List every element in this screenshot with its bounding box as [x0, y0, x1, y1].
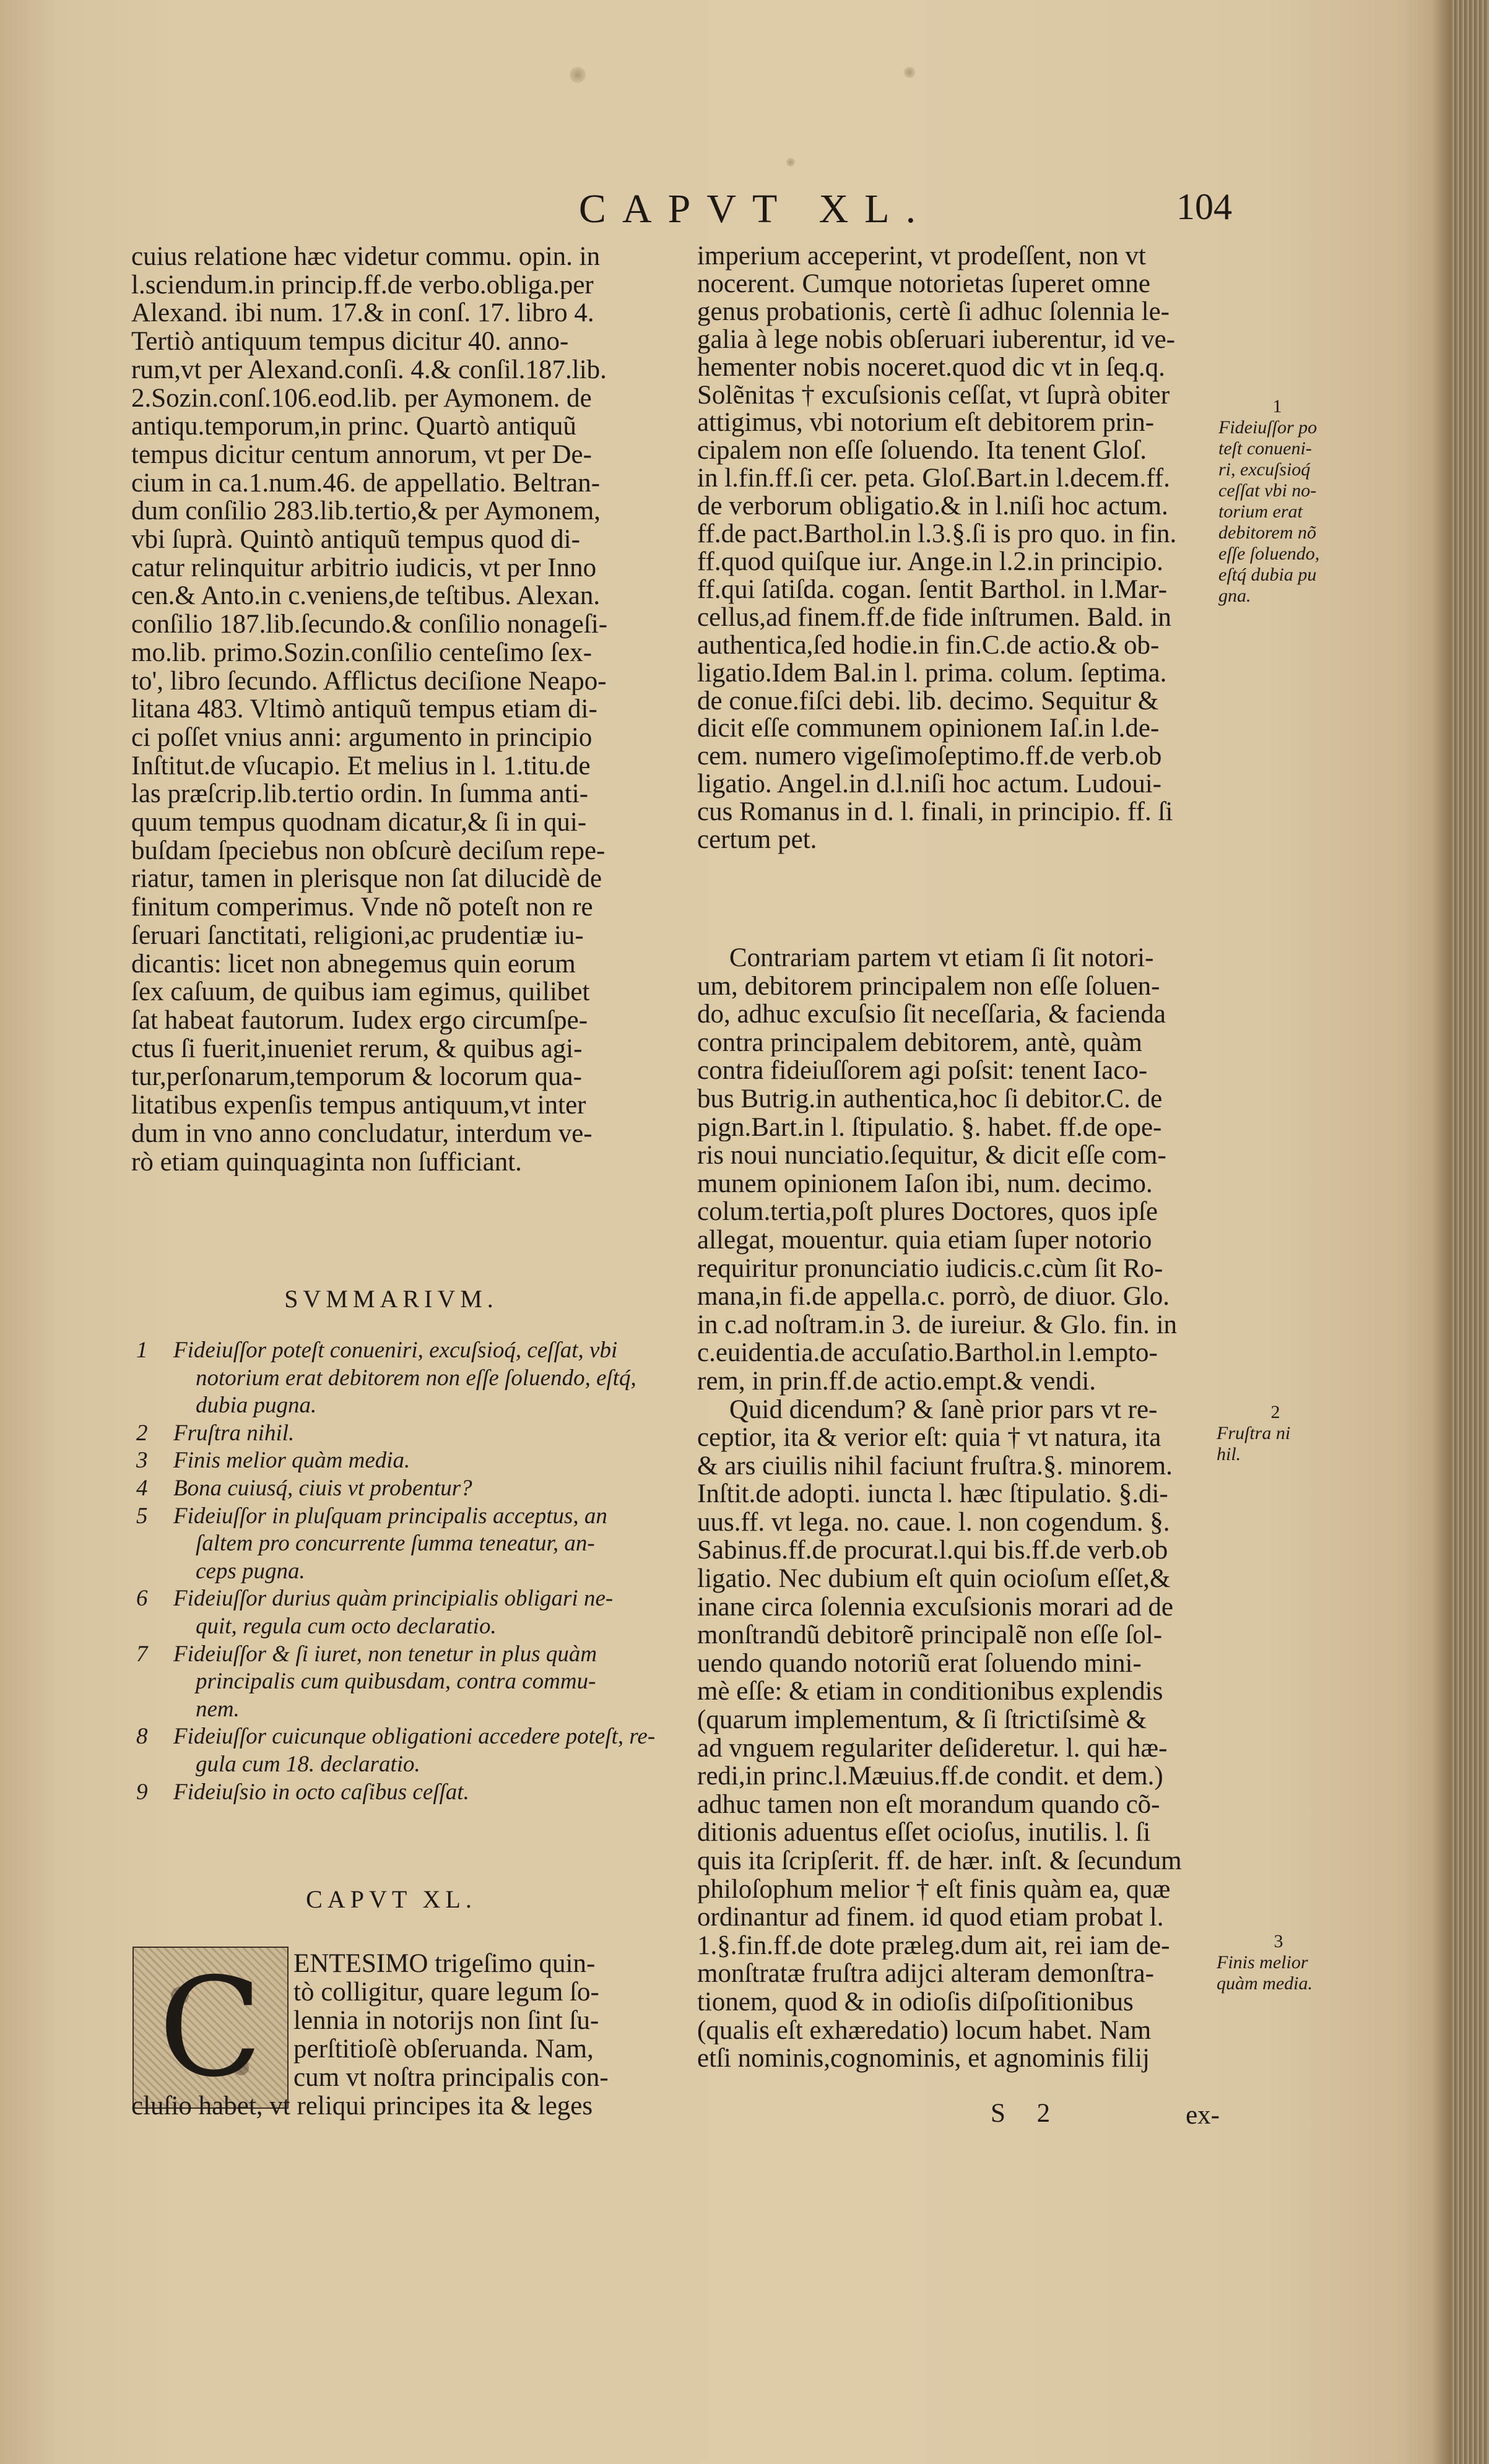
summary-item-text: Finis melior quàm media.: [173, 1448, 410, 1474]
text-line: ris noui nunciatio.ſequitur, & dicit eſſe com-: [697, 1141, 1166, 1170]
left-column: [131, 243, 651, 1176]
summary-item-line: [131, 1641, 651, 1669]
summary-item-number: 6: [136, 1586, 148, 1612]
signature-mark: S 2: [991, 2099, 1063, 2128]
marginal-line: ri, excuſsioq́: [1218, 459, 1311, 480]
page-number: 104: [1176, 186, 1232, 227]
text-line: c.euidentia.de accuſatio.Barthol.in l.empto-: [697, 1339, 1158, 1367]
text-line: dum in vno anno concludatur, interdum ve-: [131, 1119, 593, 1148]
summary-item-text: dubia pugna.: [196, 1393, 317, 1419]
text-line: tionem, quod & in odioſis diſpoſitionibus: [697, 1987, 1134, 2017]
page-edge: [1451, 0, 1489, 2464]
marginal-note-2: [1217, 1402, 1334, 1465]
text-line: colum.tertia,poſt plures Doctores, quos ipſe: [697, 1198, 1158, 1226]
summary-item-text: Fideiuſſor durius quàm principialis obligari ne-: [173, 1586, 614, 1612]
text-line: monſtratæ fruſtra adijci alteram demonſtra-: [697, 1960, 1154, 1988]
text-line: Contrariam partem vt etiam ſi ſit notori-: [729, 944, 1154, 972]
marginal-line: torium erat: [1218, 501, 1303, 522]
text-line: ligatio. Angel.in d.l.niſi hoc actum. Ludoui-: [697, 771, 1162, 799]
foxing-spot: [570, 67, 586, 83]
text-line: redi,in princ.l.Mæuius.ff.de condit. et dem.): [697, 1762, 1163, 1791]
opening-line: cum vt noſtra principalis con-: [293, 2063, 609, 2092]
text-line: dicit eſſe communem opinionem Iaſ.in l.de-: [697, 715, 1160, 743]
opening-line: perſtitioſè obſeruanda. Nam,: [293, 2034, 594, 2064]
text-line: imperium acceperint, vt prodeſſent, non vt: [697, 243, 1146, 270]
text-line: quis ita ſcripſerit. ff. de hær. inſt. & ſecundum: [697, 1847, 1182, 1875]
summary-item-line: [131, 1530, 651, 1558]
summary-item-line: [131, 1392, 651, 1420]
marginal-line: Fideiuſſor po: [1218, 417, 1318, 438]
text-line: antiqu.temporum,in princ. Quartò antiquũ: [131, 412, 576, 441]
text-line: (quarum implementum, & ſi ſtrictiſsimè &: [697, 1706, 1147, 1734]
text-line: do, adhuc excuſsio ſit neceſſaria, & facienda: [697, 1000, 1166, 1029]
text-line: riatur, tamen in plerisque non ſat dilucidè de: [131, 865, 602, 894]
summary-item-number: 9: [136, 1779, 148, 1805]
text-line: hementer nobis noceret.quod dic vt in ſeq.q.: [697, 353, 1165, 382]
summary-item-line: [131, 1613, 651, 1641]
marginal-number: 3: [1274, 1931, 1283, 1952]
text-line: cus Romanus in d. l. finali, in principio. ff. ſi: [697, 798, 1173, 827]
summary-item-text: Fideiuſsio in octo caſibus ceſſat.: [173, 1779, 469, 1805]
text-line: Quid dicendum? & ſanè prior pars vt re-: [729, 1395, 1158, 1424]
summary-item-number: 1: [136, 1338, 148, 1363]
text-line: dicantis: licet non abnegemus quin eorum: [131, 949, 576, 979]
summary-item-text: Fideiuſſor & ſi iuret, non tenetur in plus quàm: [173, 1641, 597, 1667]
text-line: Alexand. ibi num. 17.& in conſ. 17. libro 4.: [131, 299, 594, 328]
summary-item-text: ceps pugna.: [196, 1558, 305, 1584]
text-line: ditionis aduentus eſſet ocioſus, inutilis. l. ſi: [697, 1818, 1151, 1847]
foxing-spot: [786, 158, 795, 166]
summary-item-number: 4: [136, 1475, 148, 1501]
text-line: tur,perſonarum,temporum & locorum qua-: [131, 1063, 582, 1092]
summary-item-text: Fideiuſſor cuicunque obligationi accedere poteſt, re-: [173, 1724, 656, 1750]
text-line: finitum comperimus. Vnde nõ poteſt non re: [131, 893, 593, 922]
summary-item-line: [131, 1420, 651, 1448]
summary-item-line: [131, 1558, 651, 1586]
text-line: philoſophum melior † eſt finis quàm ea, quæ: [697, 1875, 1171, 1904]
text-line: bus Butrig.in authentica,hoc ſi debitor.C. de: [697, 1084, 1163, 1113]
text-line: nocerent. Cumque notorietas ſuperet omne: [697, 270, 1150, 298]
text-line: in c.ad noſtram.in 3. de iureiur. & Glo. fin. in: [697, 1310, 1178, 1339]
text-line: catur relinquitur arbitrio iudicis, vt per Inno: [131, 553, 597, 582]
summary-item-line: [131, 1337, 651, 1365]
text-line: ceptior, ita & verior eſt: quia † vt natura, ita: [697, 1424, 1161, 1452]
text-line: vbi ſuprà. Quintò antiquũ tempus quod di-: [131, 525, 580, 554]
summary-item-line: [131, 1585, 651, 1613]
text-line: authentica,ſed hodie.in fin.C.de actio.& ob-: [697, 631, 1160, 660]
summary-item-text: Bona cuiusq́, ciuis vt probentur?: [173, 1475, 472, 1501]
text-line: ſeruari ſanctitati, religioni,ac prudentiæ iu-: [131, 921, 584, 950]
summary-item-text: Fruſtra nihil.: [173, 1420, 295, 1446]
right-column-top: [697, 243, 1211, 854]
marginal-number: 1: [1272, 396, 1282, 417]
text-line: adhuc tamen non eſt morandum quando cõ-: [697, 1790, 1160, 1819]
text-line: ſat habeat fautorum. Iudex ergo circumſpe-: [131, 1006, 588, 1035]
text-line: 2.Sozin.conſ.106.eod.lib. per Aymonem. de: [131, 384, 592, 413]
chapter-opening: [131, 1950, 658, 2120]
text-line: litana 483. Vltimò antiquũ tempus etiam di-: [131, 695, 597, 724]
text-line: etſi nominis,cognominis, et agnominis filij: [697, 2044, 1150, 2073]
text-line: genus probationis, certè ſi adhuc ſolennia le-: [697, 298, 1170, 326]
text-line: rò etiam quinquaginta non ſufficiant.: [131, 1148, 522, 1177]
text-line: pign.Bart.in l. ſtipulatio. §. habet. ff.de ope-: [697, 1113, 1162, 1142]
text-line: (qualis eſt exhæredatio) locum habet. Nam: [697, 2016, 1152, 2045]
text-line: ci poſſet vnius anni: argumento in principio: [131, 723, 593, 752]
summary-item-number: 3: [136, 1448, 148, 1474]
text-line: 1.§.fin.ff.de dote præleg.dum ait, rei iam de-: [697, 1931, 1170, 1960]
text-line: ligatio. Nec dubium eſt quin ocioſum eſſet,&: [697, 1565, 1171, 1593]
summary-item-line: [131, 1668, 651, 1696]
marginal-line: Fruſtra ni: [1217, 1423, 1291, 1443]
text-line: tempus dicitur centum annorum, vt per De-: [131, 440, 592, 469]
summary-item-line: [131, 1723, 656, 1751]
text-line: Sabinus.ff.de procurat.l.qui bis.ff.de verb.ob: [697, 1536, 1168, 1565]
text-line: buſdam ſpeciebus non obſcurè deciſum repe-: [131, 836, 606, 865]
marginal-line: Finis melior: [1217, 1952, 1308, 1973]
text-line: conſilio 187.lib.ſecundo.& conſilio nonageſi-: [131, 610, 608, 639]
summary-item-number: 7: [136, 1641, 148, 1667]
marginal-note-1: [1218, 396, 1336, 607]
text-line: cellus,ad finem.ff.de fide inſtrumen. Bald. in: [697, 603, 1171, 632]
marginal-line: debitorem nõ: [1218, 522, 1317, 543]
summary-item-line: [131, 1503, 651, 1531]
right-column-bottom: [697, 944, 1211, 2073]
text-line: monſtrandũ debitorẽ principalẽ non eſſe ſol-: [697, 1621, 1163, 1649]
text-line: ſex caſuum, de quibus iam egimus, quilibet: [131, 978, 590, 1006]
text-line: l.sciendum.in princip.ff.de verbo.obliga.per: [131, 270, 594, 300]
text-line: rum,vt per Alexand.conſi. 4.& conſil.187.lib.: [131, 355, 607, 384]
text-line: allegat, mouentur. quia etiam ſuper notorio: [697, 1226, 1152, 1255]
summary-item-text: ſaltem pro concurrente ſumma teneatur, an-: [196, 1531, 595, 1557]
text-line: cipalem non eſſe ſoluendo. Ita tenent Gloſ.: [697, 437, 1147, 465]
text-line: mo.lib. primo.Sozin.conſilio centeſimo ſex-: [131, 638, 593, 667]
summary-item-text: Fideiuſſor poteſt conueniri, excuſsioq́, ceſſat, vbi: [173, 1338, 618, 1363]
text-line: ligatio.Idem Bal.in l. prima. colum. ſeptima.: [697, 659, 1167, 688]
text-line: Tertiò antiquum tempus dicitur 40. anno-: [131, 327, 569, 356]
catchword: ex-: [1186, 2101, 1220, 2130]
text-line: galia à lege nobis obſeruari iuberentur, id ve-: [697, 326, 1175, 354]
text-line: & ars ciuilis nihil faciunt fruſtra.§. minorem.: [697, 1451, 1173, 1481]
summary-list: [131, 1337, 656, 1806]
summary-item-line: [131, 1751, 651, 1779]
summary-item-text: principalis cum quibusdam, contra commu-: [196, 1669, 596, 1695]
page-edge-shadow: [1432, 0, 1451, 2464]
summary-item-text: gula cum 18. declaratio.: [196, 1751, 420, 1777]
text-line: mè eſſe: & etiam in conditionibus explendis: [697, 1677, 1163, 1706]
text-line: ordinantur ad finem. id quod etiam probat l.: [697, 1903, 1164, 1932]
text-line: rem, in prin.ff.de actio.empt.& vendi.: [697, 1367, 1096, 1396]
text-line: cen.& Anto.in c.veniens,de teſtibus. Alexan.: [131, 582, 601, 611]
text-line: cuius relatione hæc videtur commu. opin. in: [131, 243, 601, 271]
summary-item-text: quit, regula cum octo declaratio.: [196, 1613, 497, 1639]
text-line: attigimus, vbi notorium eſt debitorem prin-: [697, 409, 1155, 438]
marginal-line: eſtq́ dubia pu: [1218, 564, 1317, 585]
opening-line: lennia in notorijs non ſint ſu-: [293, 2006, 599, 2035]
summary-item-line: [131, 1365, 651, 1393]
text-line: mana,in fi.de appella.c. porrò, de diuor. Glo.: [697, 1282, 1170, 1311]
text-line: litatibus expenſis tempus antiquum,vt inter: [131, 1091, 586, 1120]
summary-item-text: nem.: [196, 1696, 240, 1722]
marginal-line: quàm media.: [1217, 1973, 1313, 1994]
marginal-line: hil.: [1217, 1444, 1241, 1464]
marginal-note-3: [1217, 1931, 1340, 1994]
initial-letter: C: [158, 1948, 263, 2107]
text-line: requiritur pronunciatio iudicis.c.cùm ſit Ro-: [697, 1254, 1163, 1283]
text-line: de verborum obligatio.& in l.niſi hoc actum.: [697, 493, 1168, 521]
text-line: dum conſilio 283.lib.tertio,& per Aymonem,: [131, 497, 601, 526]
text-line: ctus ſi fuerit,inueniet rerum, & quibus agi-: [131, 1034, 583, 1063]
text-line: ff.quod quiſque iur. Ange.in l.2.in principio.: [697, 548, 1163, 576]
text-line: cem. numero vigeſimoſeptimo.ff.de verb.ob: [697, 743, 1162, 771]
text-line: ff.qui ſatiſda. cogan. ſentit Barthol. in l.Mar-: [697, 576, 1168, 604]
opening-line: cluſio habet, vt reliqui principes ita & leges: [131, 2091, 593, 2120]
marginal-line: gna.: [1218, 586, 1251, 606]
marginal-line: teſt conueni-: [1218, 438, 1312, 459]
summary-item-number: 2: [136, 1420, 148, 1446]
running-title: CAPVT XL.: [578, 186, 932, 231]
summary-heading: SVMMARIVM.: [284, 1285, 498, 1313]
text-line: Inſtit.de adopti. iuncta l. hæc ſtipulatio. §.di-: [697, 1480, 1168, 1508]
text-line: cium in ca.1.num.46. de appellatio. Beltran-: [131, 469, 601, 498]
marginal-line: eſſe ſoluendo,: [1218, 543, 1320, 564]
text-line: de conue.fiſci debi. lib. decimo. Sequitur &: [697, 687, 1159, 715]
text-line: Inſtitut.de vſucapio. Et melius in l. 1.titu.de: [131, 751, 591, 780]
summary-item-line: [131, 1779, 651, 1807]
marginal-line: ceſſat vbi no-: [1218, 480, 1317, 501]
text-line: contra principalem debitorem, antè, quàm: [697, 1028, 1142, 1057]
summary-item-text: Fideiuſſor in pluſquam principalis acceptus, an: [173, 1503, 607, 1529]
text-line: inane circa ſolennia excuſsionis morari ad de: [697, 1593, 1173, 1622]
text-line: contra fideiuſſorem agi poſsit: tenent Iaco-: [697, 1057, 1148, 1085]
marginal-number: 2: [1270, 1402, 1280, 1422]
foxing-spot: [904, 67, 915, 78]
chapter-heading: CAPVT XL.: [306, 1885, 477, 1913]
text-line: las præſcrip.lib.tertio ordin. In ſumma anti-: [131, 780, 589, 809]
text-line: certum pet.: [697, 826, 817, 854]
summary-item-number: 8: [136, 1724, 148, 1750]
summary-item-line: [131, 1447, 651, 1475]
summary-item-number: 5: [136, 1503, 148, 1529]
summary-item-text: notorium erat debitorem non eſſe ſoluendo, eſtq́,: [196, 1365, 636, 1391]
text-line: uendo quando notoriũ erat ſoluendo mini-: [697, 1649, 1142, 1678]
text-line: ff.de pact.Barthol.in l.3.§.ſi is pro quo. in fin.: [697, 521, 1177, 548]
text-line: ad vnguem regulariter deſideretur. l. qui hæ-: [697, 1734, 1168, 1763]
text-line: um, debitorem principalem non eſſe ſoluen-: [697, 972, 1160, 1001]
text-line: to', libro ſecundo. Afflictus deciſione Neapo-: [131, 667, 607, 696]
text-line: in l.fin.ff.ſi cer. peta. Gloſ.Bart.in l.decem.ff.: [697, 465, 1170, 493]
text-line: Solẽnitas † excuſsionis ceſſat, vt ſuprà obiter: [697, 381, 1170, 410]
opening-line: ENTESIMO trigeſimo quin-: [293, 1949, 596, 1978]
summary-item-line: [131, 1475, 651, 1503]
summary-item-line: [131, 1696, 651, 1724]
opening-line: tò colligitur, quare legum ſo-: [293, 1978, 599, 2007]
text-line: quum tempus quodnam dicatur,& ſi in qui-: [131, 808, 587, 837]
text-line: uus.ff. vt lega. no. caue. l. non cogendum. §.: [697, 1508, 1170, 1537]
text-line: munem opinionem Iaſon ibi, num. decimo.: [697, 1169, 1153, 1198]
